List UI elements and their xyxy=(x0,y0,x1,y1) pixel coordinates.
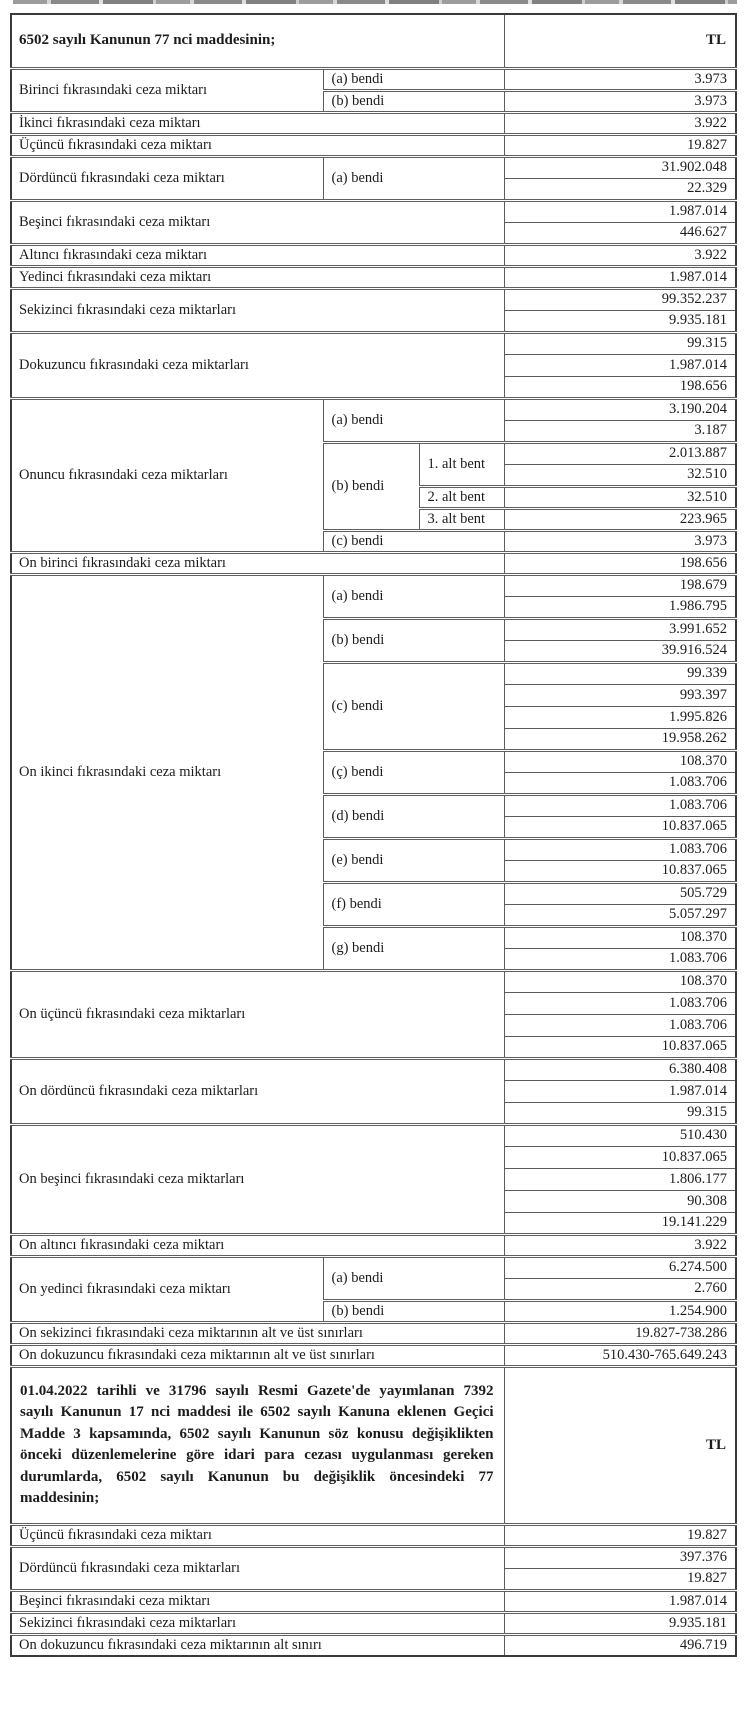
bendi-label: (b) bendi xyxy=(323,618,504,662)
bendi-label: (b) bendi xyxy=(323,90,504,112)
amount-value: 993.397 xyxy=(504,684,736,706)
fikra-label: İkinci fıkrasındaki ceza miktarı xyxy=(11,112,504,134)
table-row xyxy=(11,1546,736,1568)
amount-value: 223.965 xyxy=(504,508,736,530)
amount-value: 31.902.048 xyxy=(504,156,736,178)
fikra-label: Dördüncü fıkrasındaki ceza miktarları xyxy=(11,1546,504,1590)
amount-value: 108.370 xyxy=(504,750,736,772)
amount-value: 32.510 xyxy=(504,486,736,508)
bendi-label: (a) bendi xyxy=(323,68,504,90)
amount-value: 1.083.706 xyxy=(504,948,736,970)
table-row xyxy=(11,134,736,156)
table-row xyxy=(11,332,736,354)
fikra-label: Onuncu fıkrasındaki ceza miktarları xyxy=(11,398,323,552)
amount-value: 19.958.262 xyxy=(504,728,736,750)
amount-value: 5.057.297 xyxy=(504,904,736,926)
amount-value: 19.827 xyxy=(504,134,736,156)
table-row xyxy=(11,1058,736,1080)
table-row xyxy=(11,1366,736,1524)
amount-value: 198.679 xyxy=(504,574,736,596)
amount-value: 3.973 xyxy=(504,90,736,112)
table-row xyxy=(11,1124,736,1146)
fikra-label: Sekizinci fıkrasındaki ceza miktarları xyxy=(11,1612,504,1634)
table-row xyxy=(11,1634,736,1656)
penalty-amounts-table xyxy=(10,13,737,1657)
amount-value: 99.315 xyxy=(504,1102,736,1124)
amount-value: 3.922 xyxy=(504,1234,736,1256)
currency-unit-label: TL xyxy=(504,1366,736,1524)
table-row xyxy=(11,288,736,310)
fikra-label: Dokuzuncu fıkrasındaki ceza miktarları xyxy=(11,332,504,398)
table-row xyxy=(11,68,736,90)
amount-value: 198.656 xyxy=(504,376,736,398)
table-row xyxy=(11,1256,736,1278)
amount-value: 1.254.900 xyxy=(504,1300,736,1322)
table-row xyxy=(11,156,736,178)
amount-value: 19.827 xyxy=(504,1524,736,1546)
section-header-title: 6502 sayılı Kanunun 77 nci maddesinin; xyxy=(11,14,504,68)
section-header-paragraph: 01.04.2022 tarihli ve 31796 sayılı Resmi Gazete'de yayımlanan 7392 sayılı Kanunun 17 nci maddesi ile 6502 sayılı Kanuna eklenen Geçici Madde 3 kapsamında, 6502 sayılı Kanunun söz konusu değişiklikten önceki düzenlemelerine göre idari para cezası uygulanması gereken durumlarda, 6502 sayılı Kanunun bu değişiklik öncesindeki 77 maddesinin; xyxy=(11,1366,504,1524)
fikra-label: On dördüncü fıkrasındaki ceza miktarları xyxy=(11,1058,504,1124)
fikra-label: On beşinci fıkrasındaki ceza miktarları xyxy=(11,1124,504,1234)
penalty-table-body xyxy=(11,14,736,1656)
amount-value: 1.987.014 xyxy=(504,354,736,376)
bendi-label: (e) bendi xyxy=(323,838,504,882)
fikra-label: Beşinci fıkrasındaki ceza miktarı xyxy=(11,200,504,244)
table-row xyxy=(11,14,736,68)
bendi-label: (b) bendi xyxy=(323,442,419,530)
amount-value: 1.987.014 xyxy=(504,1080,736,1102)
amount-value: 19.827-738.286 xyxy=(504,1322,736,1344)
bendi-label: (a) bendi xyxy=(323,574,504,618)
amount-value: 3.190.204 xyxy=(504,398,736,420)
scan-artifact xyxy=(13,0,737,4)
fikra-label: Altıncı fıkrasındaki ceza miktarı xyxy=(11,244,504,266)
bendi-label: (a) bendi xyxy=(323,1256,504,1300)
fikra-label: On ikinci fıkrasındaki ceza miktarı xyxy=(11,574,323,970)
amount-value: 1.083.706 xyxy=(504,1014,736,1036)
bendi-label: (a) bendi xyxy=(323,156,504,200)
amount-value: 3.991.652 xyxy=(504,618,736,640)
amount-value: 3.187 xyxy=(504,420,736,442)
amount-value: 108.370 xyxy=(504,926,736,948)
amount-value: 1.083.706 xyxy=(504,992,736,1014)
alt-bent-label: 3. alt bent xyxy=(419,508,504,530)
amount-value: 3.973 xyxy=(504,530,736,552)
amount-value: 99.315 xyxy=(504,332,736,354)
bendi-label: (c) bendi xyxy=(323,530,504,552)
amount-value: 22.329 xyxy=(504,178,736,200)
amount-value: 10.837.065 xyxy=(504,1146,736,1168)
fikra-label: On yedinci fıkrasındaki ceza miktarı xyxy=(11,1256,323,1322)
table-row xyxy=(11,398,736,420)
amount-value: 397.376 xyxy=(504,1546,736,1568)
amount-value: 1.995.826 xyxy=(504,706,736,728)
amount-value: 1.986.795 xyxy=(504,596,736,618)
alt-bent-label: 1. alt bent xyxy=(419,442,504,486)
table-row xyxy=(11,266,736,288)
amount-value: 1.083.706 xyxy=(504,772,736,794)
amount-value: 446.627 xyxy=(504,222,736,244)
table-row xyxy=(11,574,736,596)
table-row xyxy=(11,1234,736,1256)
amount-value: 1.083.706 xyxy=(504,794,736,816)
amount-value: 10.837.065 xyxy=(504,1036,736,1058)
amount-value: 19.141.229 xyxy=(504,1212,736,1234)
amount-value: 1.987.014 xyxy=(504,1590,736,1612)
fikra-label: On sekizinci fıkrasındaki ceza miktarının alt ve üst sınırları xyxy=(11,1322,504,1344)
amount-value: 3.922 xyxy=(504,112,736,134)
amount-value: 2.760 xyxy=(504,1278,736,1300)
bendi-label: (f) bendi xyxy=(323,882,504,926)
amount-value: 1.806.177 xyxy=(504,1168,736,1190)
amount-value: 510.430 xyxy=(504,1124,736,1146)
amount-value: 505.729 xyxy=(504,882,736,904)
fikra-label: Dördüncü fıkrasındaki ceza miktarı xyxy=(11,156,323,200)
fikra-label: Beşinci fıkrasındaki ceza miktarı xyxy=(11,1590,504,1612)
amount-value: 108.370 xyxy=(504,970,736,992)
bendi-label: (g) bendi xyxy=(323,926,504,970)
table-row xyxy=(11,200,736,222)
table-row xyxy=(11,552,736,574)
fikra-label: On birinci fıkrasındaki ceza miktarı xyxy=(11,552,504,574)
fikra-label: Yedinci fıkrasındaki ceza miktarı xyxy=(11,266,504,288)
fikra-label: On dokuzuncu fıkrasındaki ceza miktarının alt sınırı xyxy=(11,1634,504,1656)
fikra-label: Üçüncü fıkrasındaki ceza miktarı xyxy=(11,134,504,156)
bendi-label: (a) bendi xyxy=(323,398,504,442)
fikra-label: On dokuzuncu fıkrasındaki ceza miktarının alt ve üst sınırları xyxy=(11,1344,504,1366)
alt-bent-label: 2. alt bent xyxy=(419,486,504,508)
amount-value: 1.987.014 xyxy=(504,200,736,222)
table-row xyxy=(11,244,736,266)
amount-value: 6.274.500 xyxy=(504,1256,736,1278)
amount-value: 1.083.706 xyxy=(504,838,736,860)
amount-value: 99.352.237 xyxy=(504,288,736,310)
amount-value: 9.935.181 xyxy=(504,310,736,332)
table-row xyxy=(11,1322,736,1344)
fikra-label: On üçüncü fıkrasındaki ceza miktarları xyxy=(11,970,504,1058)
table-row xyxy=(11,112,736,134)
amount-value: 198.656 xyxy=(504,552,736,574)
amount-value: 10.837.065 xyxy=(504,816,736,838)
amount-value: 19.827 xyxy=(504,1568,736,1590)
bendi-label: (ç) bendi xyxy=(323,750,504,794)
table-row xyxy=(11,1612,736,1634)
amount-value: 9.935.181 xyxy=(504,1612,736,1634)
fikra-label: Birinci fıkrasındaki ceza miktarı xyxy=(11,68,323,112)
amount-value: 496.719 xyxy=(504,1634,736,1656)
amount-value: 3.922 xyxy=(504,244,736,266)
bendi-label: (d) bendi xyxy=(323,794,504,838)
fikra-label: Üçüncü fıkrasındaki ceza miktarı xyxy=(11,1524,504,1546)
fikra-label: Sekizinci fıkrasındaki ceza miktarları xyxy=(11,288,504,332)
currency-unit-label: TL xyxy=(504,14,736,68)
table-row xyxy=(11,1524,736,1546)
bendi-label: (b) bendi xyxy=(323,1300,504,1322)
amount-value: 6.380.408 xyxy=(504,1058,736,1080)
amount-value: 10.837.065 xyxy=(504,860,736,882)
amount-value: 1.987.014 xyxy=(504,266,736,288)
table-row xyxy=(11,1344,736,1366)
bendi-label: (c) bendi xyxy=(323,662,504,750)
amount-value: 510.430-765.649.243 xyxy=(504,1344,736,1366)
table-row xyxy=(11,970,736,992)
amount-value: 90.308 xyxy=(504,1190,736,1212)
amount-value: 99.339 xyxy=(504,662,736,684)
fikra-label: On altıncı fıkrasındaki ceza miktarı xyxy=(11,1234,504,1256)
amount-value: 39.916.524 xyxy=(504,640,736,662)
amount-value: 32.510 xyxy=(504,464,736,486)
table-row xyxy=(11,1590,736,1612)
amount-value: 2.013.887 xyxy=(504,442,736,464)
amount-value: 3.973 xyxy=(504,68,736,90)
